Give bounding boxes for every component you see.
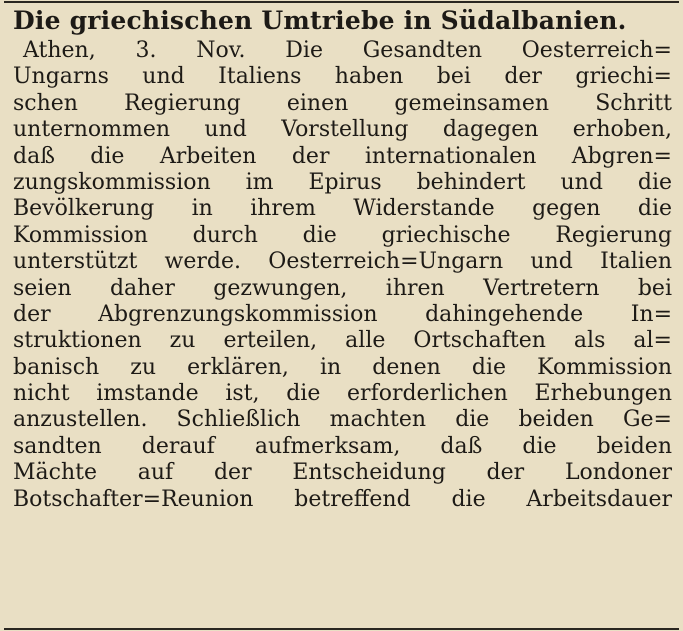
article-line: zungskommission im Epirus behindert und die xyxy=(13,169,672,195)
article-line: sandten derauf aufmerksam, daß die beiden xyxy=(13,433,672,459)
bottom-rule xyxy=(4,628,679,630)
article-line: seien daher gezwungen, ihren Vertretern bei xyxy=(13,275,672,301)
article-line: anzustellen. Schließlich machten die beiden Ge= xyxy=(13,407,672,433)
article-body xyxy=(13,38,672,513)
article-line: unternommen und Vorstellung dagegen erhoben, xyxy=(13,117,672,143)
article-line: daß die Arbeiten der internationalen Abgren= xyxy=(13,143,672,169)
article-line: banisch zu erklären, in denen die Kommission xyxy=(13,354,672,380)
article-headline: Die griechischen Umtriebe in Südalbanien. xyxy=(13,6,627,35)
article-line: struktionen zu erteilen, alle Ortschaften als al= xyxy=(13,328,672,354)
article-line: Ungarns und Italiens haben bei der griechi= xyxy=(13,64,672,90)
article-line: Kommission durch die griechische Regierung xyxy=(13,222,672,248)
top-rule xyxy=(4,1,679,3)
article-line: Bevölkerung in ihrem Widerstande gegen die xyxy=(13,196,672,222)
article-line: Botschafter=Reunion betreffend die Arbeitsdauer xyxy=(13,486,672,512)
article-line: unterstützt werde. Oesterreich=Ungarn und Italien xyxy=(13,249,672,275)
article-line: Mächte auf der Entscheidung der Londoner xyxy=(13,460,672,486)
article-line: Athen, 3. Nov. Die Gesandten Oesterreich= xyxy=(23,38,672,63)
article-line: schen Regierung einen gemeinsamen Schritt xyxy=(13,90,672,116)
article-line: nicht imstande ist, die erforderlichen Erhebungen xyxy=(13,381,672,407)
article-line: der Abgrenzungskommission dahingehende In= xyxy=(13,301,672,327)
